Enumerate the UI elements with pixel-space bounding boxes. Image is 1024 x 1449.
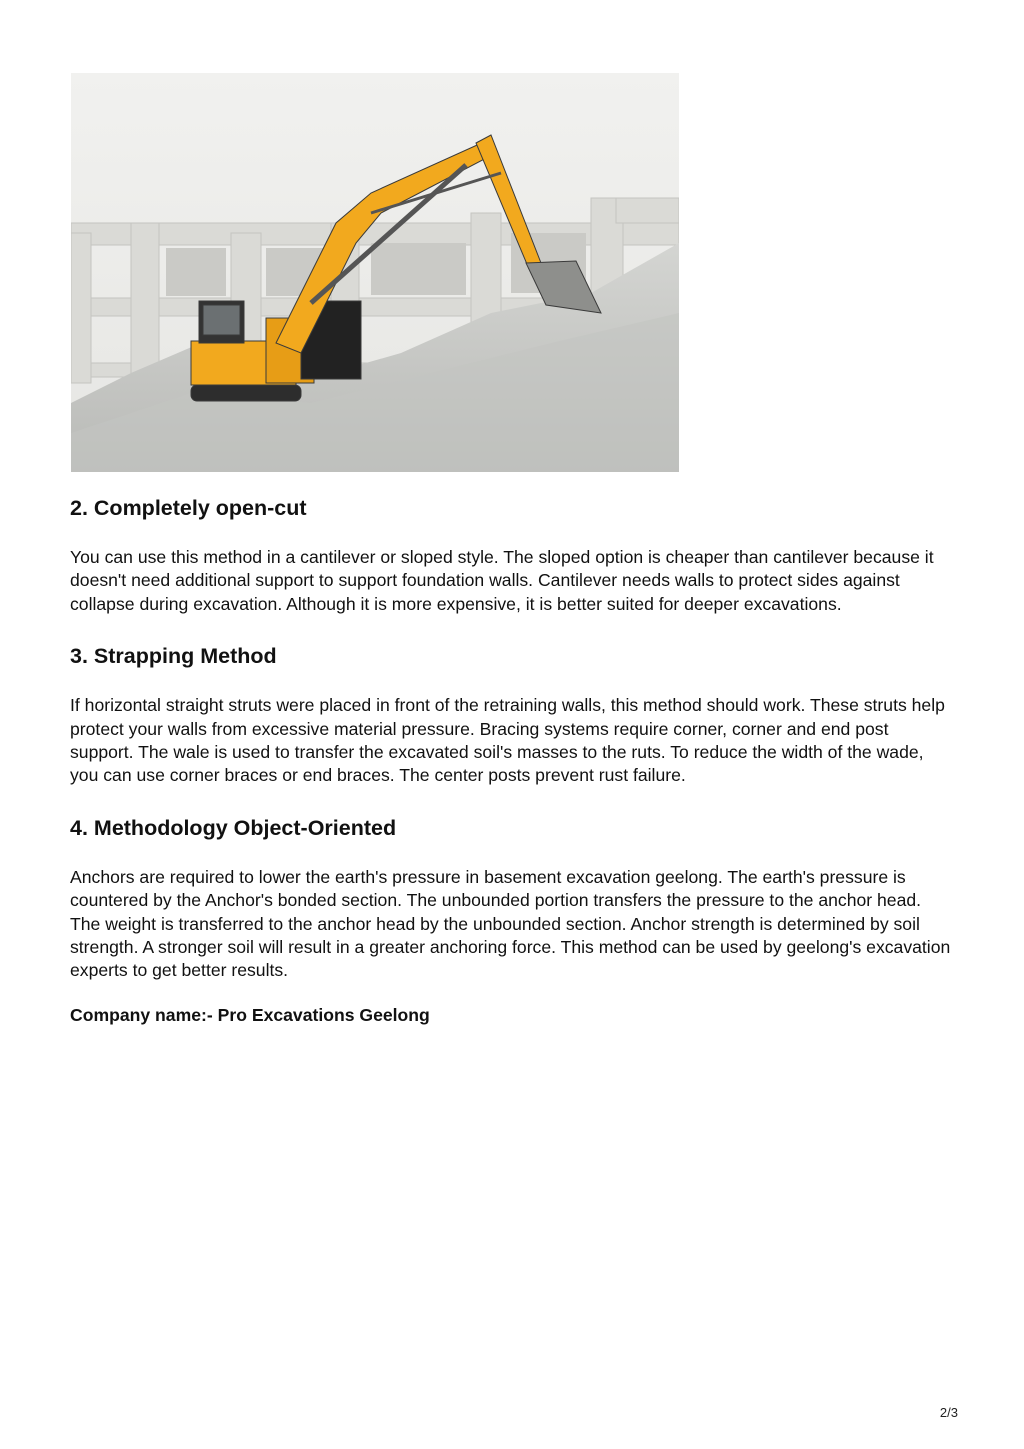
section-heading-strapping: 3. Strapping Method [70, 644, 277, 669]
section-body-open-cut: You can use this method in a cantilever or sloped style. The sloped option is cheaper than cantilever because it doesn't need additional support to support foundation walls. Cantilever needs walls to protect sides against collapse during excavation. Although it is more expensive, it is better suited for deeper excavations. [70, 547, 934, 614]
section-heading-methodology: 4. Methodology Object-Oriented [70, 815, 397, 840]
page-number: 2/3 [939, 1405, 958, 1420]
company-name: Company name:- Pro Excavations Geelong [70, 1004, 430, 1025]
excavator-photo [71, 73, 679, 472]
excavator-illustration [71, 73, 679, 472]
section-body-methodology: Anchors are required to lower the earth's pressure in basement excavation geelong. The earth's pressure is countered by the Anchor's bonded section. The unbounded portion transfers the pressure to the anchor head. The weight is transferred to the anchor head by the unbounded section. Anchor strength is determined by soil strength. A stronger soil will result in a greater anchoring force. This method can be used by geelong's excavation experts to get better results. [70, 866, 951, 981]
section-body-strapping: If horizontal straight struts were placed in front of the retraining walls, this method should work. These struts help protect your walls from excessive material pressure. Bracing systems require corner, corner and end post support. The wale is used to transfer the excavated soil's masses to the ruts. To reduce the width of the wade, you can use corner braces or end braces. The center posts prevent rust failure. [70, 695, 945, 786]
article-content [70, 494, 955, 1027]
section-heading-open-cut: 2. Completely open-cut [70, 496, 307, 520]
